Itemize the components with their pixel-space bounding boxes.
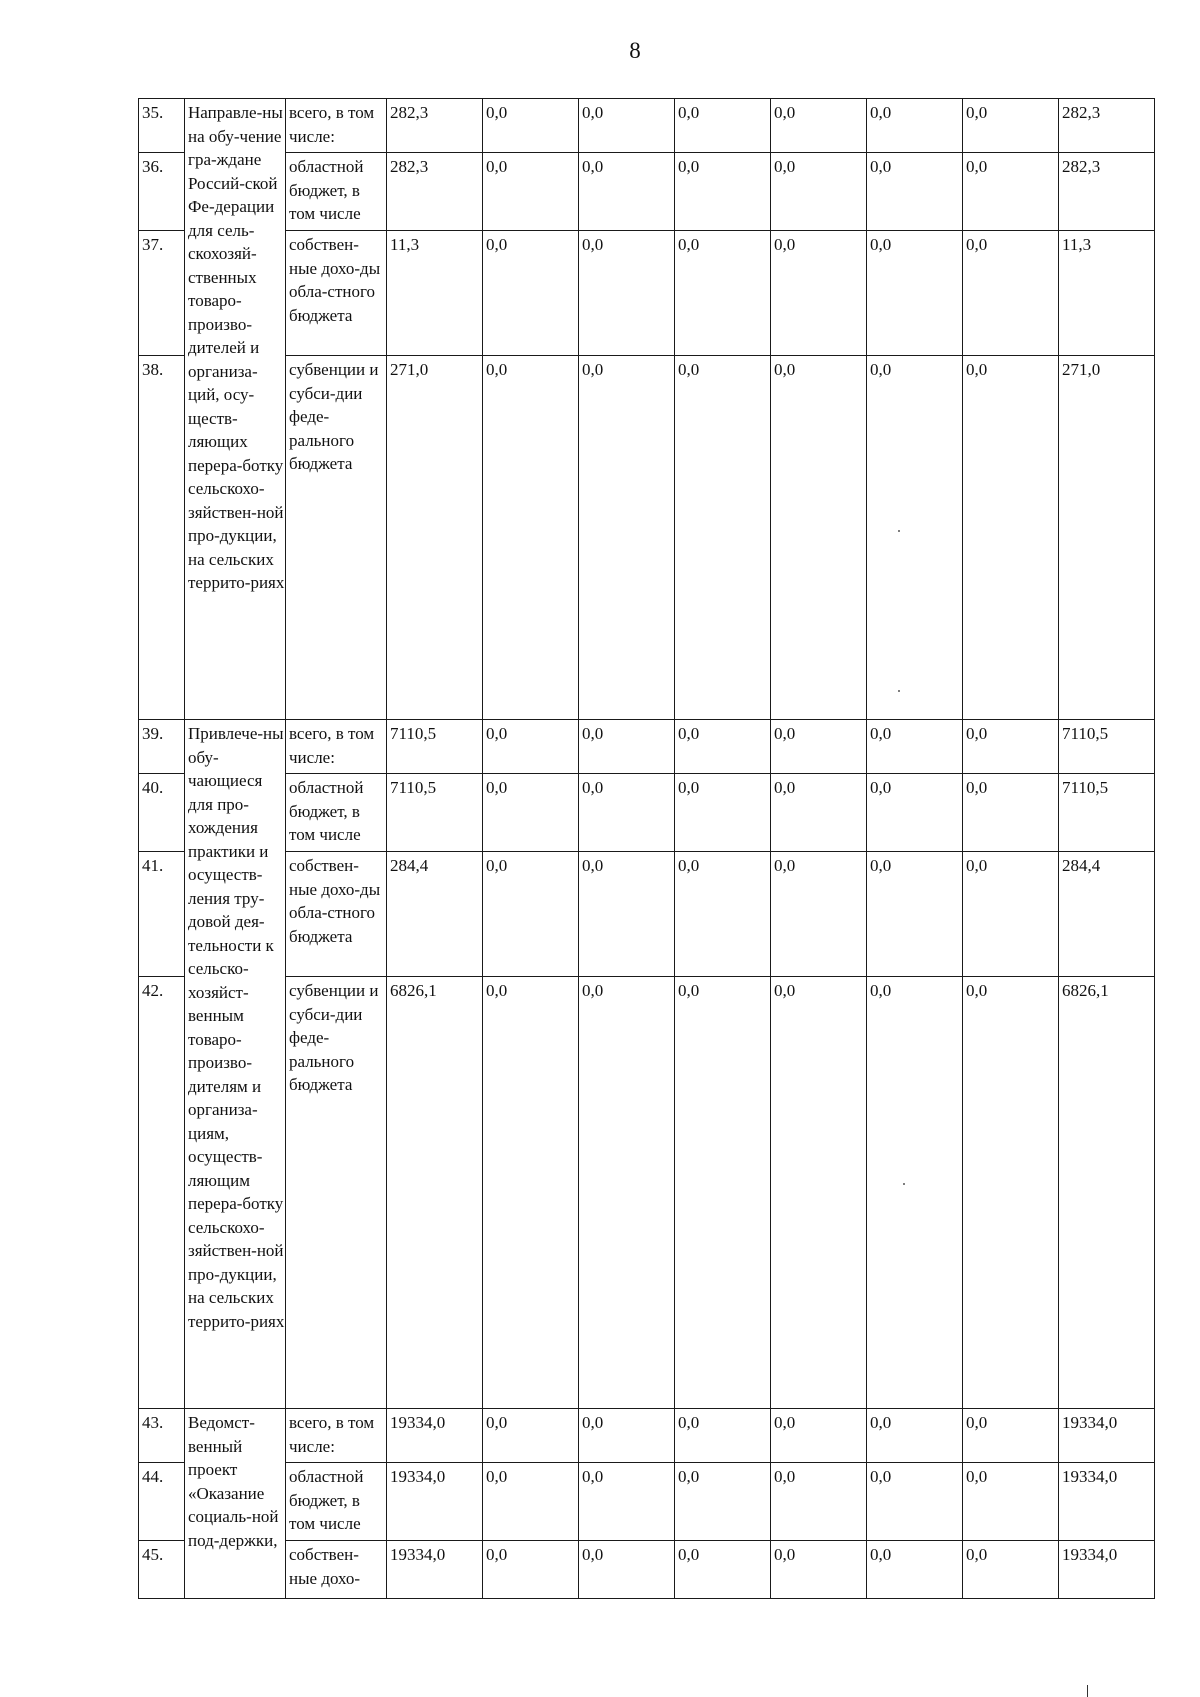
table-row	[139, 356, 1155, 720]
value-cell: 0,0	[963, 720, 1059, 774]
value-cell: 0,0	[579, 1409, 675, 1463]
value-cell: 0,0	[579, 153, 675, 231]
funding-source-cell: всего, в том числе:	[286, 1409, 387, 1463]
value-cell: 0,0	[483, 1409, 579, 1463]
value-cell: 19334,0	[387, 1541, 483, 1599]
row-number-cell: 36.	[139, 153, 185, 231]
funding-source-cell: субвенции и субси-дии феде-рального бюджета	[286, 977, 387, 1409]
activity-description-cell: Направле-ны на обу-чение гра-ждане Россий-ской Фе-дерации для сель-скохозяй-ственных товаро-произво-дителей и организа-ций, осу-ществ-ляющих перера-ботку сельскохо-зяйствен-ной про-дукции, на сельских террито-риях	[185, 99, 286, 720]
value-cell: 0,0	[675, 720, 771, 774]
row-number-cell: 40.	[139, 774, 185, 852]
value-cell: 0,0	[771, 852, 867, 977]
value-cell: 0,0	[867, 720, 963, 774]
total-value-cell: 7110,5	[1059, 720, 1155, 774]
table-row	[139, 720, 1155, 774]
value-cell: 0,0	[867, 153, 963, 231]
value-cell: 0,0	[771, 231, 867, 356]
value-cell: 0,0	[579, 99, 675, 153]
value-cell: 0,0	[963, 153, 1059, 231]
value-cell: 0,0	[963, 1541, 1059, 1599]
value-cell: 0,0	[771, 774, 867, 852]
funding-source-cell: всего, в том числе:	[286, 99, 387, 153]
table-row	[139, 153, 1155, 231]
total-value-cell: 282,3	[1059, 99, 1155, 153]
value-cell: 0,0	[675, 977, 771, 1409]
table-row	[139, 1463, 1155, 1541]
total-value-cell: 11,3	[1059, 231, 1155, 356]
value-cell: 0,0	[483, 720, 579, 774]
value-cell: 0,0	[675, 774, 771, 852]
row-number-cell: 44.	[139, 1463, 185, 1541]
value-cell: 0,0	[963, 1409, 1059, 1463]
total-value-cell: 6826,1	[1059, 977, 1155, 1409]
value-cell: 0,0	[771, 1541, 867, 1599]
total-value-cell: 19334,0	[1059, 1409, 1155, 1463]
value-cell: 0,0	[483, 1463, 579, 1541]
value-cell: 0,0	[675, 1541, 771, 1599]
row-number-cell: 35.	[139, 99, 185, 153]
value-cell: 6826,1	[387, 977, 483, 1409]
value-cell: 7110,5	[387, 720, 483, 774]
value-cell: 0,0	[579, 977, 675, 1409]
row-number-cell: 45.	[139, 1541, 185, 1599]
funding-source-cell: областной бюджет, в том числе	[286, 1463, 387, 1541]
scan-speck	[898, 690, 900, 692]
table-row	[139, 1541, 1155, 1599]
value-cell: 0,0	[483, 356, 579, 720]
funding-source-cell: собствен-ные дохо-	[286, 1541, 387, 1599]
value-cell: 282,3	[387, 153, 483, 231]
value-cell: 0,0	[579, 356, 675, 720]
row-number-cell: 39.	[139, 720, 185, 774]
value-cell: 0,0	[675, 99, 771, 153]
value-cell: 0,0	[963, 356, 1059, 720]
value-cell: 0,0	[771, 720, 867, 774]
value-cell: 0,0	[483, 774, 579, 852]
row-number-cell: 43.	[139, 1409, 185, 1463]
value-cell: 0,0	[675, 231, 771, 356]
funding-source-cell: областной бюджет, в том числе	[286, 774, 387, 852]
row-number-cell: 42.	[139, 977, 185, 1409]
total-value-cell: 282,3	[1059, 153, 1155, 231]
scan-speck	[903, 1183, 905, 1185]
value-cell: 0,0	[771, 356, 867, 720]
value-cell: 0,0	[483, 977, 579, 1409]
activity-description-cell: Ведомст-венный проект «Оказание социаль-ной под-держки,	[185, 1409, 286, 1599]
value-cell: 0,0	[963, 99, 1059, 153]
value-cell: 19334,0	[387, 1409, 483, 1463]
value-cell: 0,0	[771, 1463, 867, 1541]
value-cell: 0,0	[483, 1541, 579, 1599]
funding-source-cell: всего, в том числе:	[286, 720, 387, 774]
value-cell: 11,3	[387, 231, 483, 356]
value-cell: 0,0	[579, 1463, 675, 1541]
value-cell: 0,0	[579, 231, 675, 356]
row-number-cell: 37.	[139, 231, 185, 356]
value-cell: 0,0	[675, 1463, 771, 1541]
funding-source-cell: собствен-ные дохо-ды обла-стного бюджета	[286, 231, 387, 356]
value-cell: 0,0	[771, 1409, 867, 1463]
funding-source-cell: собствен-ные дохо-ды обла-стного бюджета	[286, 852, 387, 977]
scan-speck	[898, 530, 900, 532]
value-cell: 0,0	[867, 1541, 963, 1599]
table-row	[139, 99, 1155, 153]
value-cell: 0,0	[963, 852, 1059, 977]
value-cell: 0,0	[963, 231, 1059, 356]
value-cell: 0,0	[867, 356, 963, 720]
row-number-cell: 38.	[139, 356, 185, 720]
total-value-cell: 271,0	[1059, 356, 1155, 720]
value-cell: 0,0	[867, 99, 963, 153]
total-value-cell: 19334,0	[1059, 1463, 1155, 1541]
total-value-cell: 19334,0	[1059, 1541, 1155, 1599]
value-cell: 0,0	[579, 1541, 675, 1599]
funding-source-cell: областной бюджет, в том числе	[286, 153, 387, 231]
value-cell: 0,0	[483, 231, 579, 356]
value-cell: 0,0	[771, 977, 867, 1409]
value-cell: 0,0	[963, 774, 1059, 852]
value-cell: 0,0	[579, 720, 675, 774]
value-cell: 0,0	[483, 153, 579, 231]
funding-source-cell: субвенции и субси-дии феде-рального бюджета	[286, 356, 387, 720]
value-cell: 0,0	[963, 1463, 1059, 1541]
value-cell: 0,0	[867, 852, 963, 977]
value-cell: 0,0	[867, 1463, 963, 1541]
scan-mark	[1087, 1685, 1088, 1697]
value-cell: 284,4	[387, 852, 483, 977]
page-number: 8	[629, 38, 641, 63]
table-row	[139, 231, 1155, 356]
value-cell: 0,0	[675, 356, 771, 720]
value-cell: 0,0	[483, 99, 579, 153]
value-cell: 0,0	[867, 774, 963, 852]
value-cell: 0,0	[579, 852, 675, 977]
budget-table-body	[139, 99, 1155, 1599]
activity-description-cell: Привлече-ны обу-чающиеся для про-хождения практики и осуществ-ления тру-довой дея-тельности к сельско-хозяйст-венным товаро-произво-дителям и организа-циям, осуществ-ляющим перера-ботку сельскохо-зяйствен-ной про-дукции, на сельских террито-риях	[185, 720, 286, 1409]
value-cell: 271,0	[387, 356, 483, 720]
value-cell: 0,0	[771, 99, 867, 153]
total-value-cell: 7110,5	[1059, 774, 1155, 852]
value-cell: 0,0	[579, 774, 675, 852]
table-row	[139, 977, 1155, 1409]
row-number-cell: 41.	[139, 852, 185, 977]
table-row	[139, 1409, 1155, 1463]
value-cell: 0,0	[675, 153, 771, 231]
value-cell: 282,3	[387, 99, 483, 153]
value-cell: 0,0	[675, 852, 771, 977]
value-cell: 19334,0	[387, 1463, 483, 1541]
value-cell: 0,0	[963, 977, 1059, 1409]
table-row	[139, 852, 1155, 977]
budget-table	[138, 98, 1155, 1599]
value-cell: 0,0	[771, 153, 867, 231]
value-cell: 0,0	[867, 231, 963, 356]
value-cell: 0,0	[483, 852, 579, 977]
value-cell: 0,0	[675, 1409, 771, 1463]
value-cell: 0,0	[867, 1409, 963, 1463]
table-row	[139, 774, 1155, 852]
value-cell: 0,0	[867, 977, 963, 1409]
value-cell: 7110,5	[387, 774, 483, 852]
total-value-cell: 284,4	[1059, 852, 1155, 977]
